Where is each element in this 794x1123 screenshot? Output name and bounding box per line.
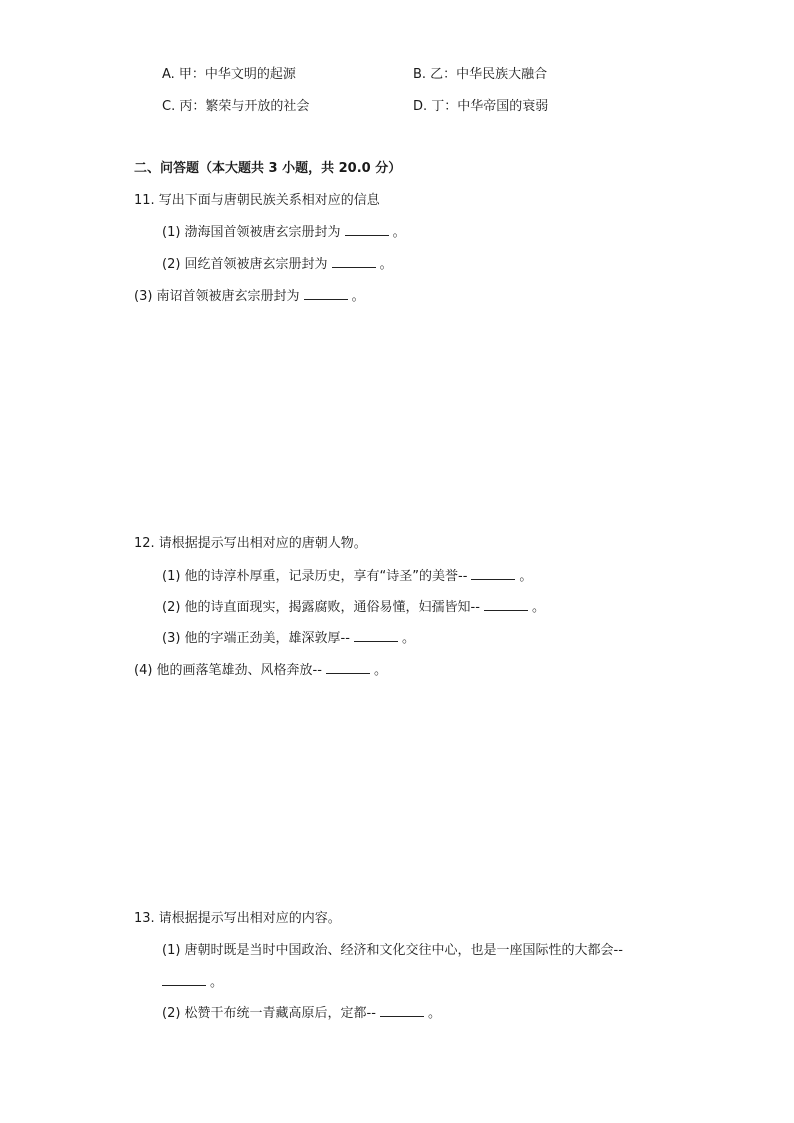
- q12-item-2: [162, 598, 545, 617]
- q11-item-2-text: (2) 回纥首领被唐玄宗册封为: [162, 257, 328, 272]
- q11-item-3: [134, 287, 365, 306]
- option-a: A. 甲：中华文明的起源: [162, 67, 296, 82]
- q13-item-2: [162, 1004, 441, 1023]
- q13-item-1: [162, 942, 623, 960]
- answer-blank[interactable]: [484, 598, 528, 611]
- option-c: C. 丙：繁荣与开放的社会: [162, 99, 310, 114]
- q12-item-2-text: (2) 他的诗直面现实，揭露腐败，通俗易懂，妇孺皆知--: [162, 600, 480, 615]
- q12-stem: 12. 请根据提示写出相对应的唐朝人物。: [134, 536, 367, 551]
- q11-item-2: [162, 255, 393, 274]
- q11-item-3-end: 。: [351, 289, 365, 304]
- answer-blank[interactable]: [162, 973, 206, 986]
- q11-item-3-text: (3) 南诏首领被唐玄宗册封为: [134, 289, 300, 304]
- q12-item-4: [134, 661, 387, 680]
- q12-item-3-text: (3) 他的字端正劲美，雄深敦厚--: [162, 631, 350, 646]
- answer-blank[interactable]: [332, 255, 376, 268]
- q12-item-3: [162, 629, 415, 648]
- q13-stem: 13. 请根据提示写出相对应的内容。: [134, 911, 341, 926]
- q12-item-4-end: 。: [373, 663, 387, 678]
- q12-item-2-end: 。: [531, 600, 545, 615]
- answer-blank[interactable]: [471, 567, 515, 580]
- answer-blank[interactable]: [345, 223, 389, 236]
- q12-item-1-end: 。: [519, 569, 533, 584]
- q12-item-1-text: (1) 他的诗淳朴厚重，记录历史，享有“诗圣”的美誉--: [162, 569, 468, 584]
- option-d: D. 丁：中华帝国的衰弱: [413, 99, 549, 114]
- section-title: 二、问答题（本大题共 3 小题，共 20.0 分）: [134, 161, 402, 176]
- q13-item-2-text: (2) 松赞干布统一青藏高原后，定都--: [162, 1006, 376, 1021]
- q12-item-3-end: 。: [401, 631, 415, 646]
- option-b: B. 乙：中华民族大融合: [413, 67, 548, 82]
- answer-blank[interactable]: [380, 1004, 424, 1017]
- q11-item-1-text: (1) 渤海国首领被唐玄宗册封为: [162, 225, 341, 240]
- q11-stem: 11. 写出下面与唐朝民族关系相对应的信息: [134, 193, 380, 208]
- q13-item-1-continued: [162, 973, 223, 992]
- q11-item-1: [162, 223, 406, 242]
- q12-item-4-text: (4) 他的画落笔雄劲、风格奔放--: [134, 663, 322, 678]
- answer-blank[interactable]: [354, 629, 398, 642]
- q13-item-1-end: 。: [210, 975, 224, 990]
- answer-blank[interactable]: [304, 287, 348, 300]
- q11-item-2-end: 。: [379, 257, 393, 272]
- q12-item-1: [162, 567, 532, 586]
- q13-item-1-text: (1) 唐朝时既是当时中国政治、经济和文化交往中心，也是一座国际性的大都会--: [162, 943, 623, 958]
- q11-item-1-end: 。: [392, 225, 406, 240]
- answer-blank[interactable]: [326, 661, 370, 674]
- q13-item-2-end: 。: [427, 1006, 441, 1021]
